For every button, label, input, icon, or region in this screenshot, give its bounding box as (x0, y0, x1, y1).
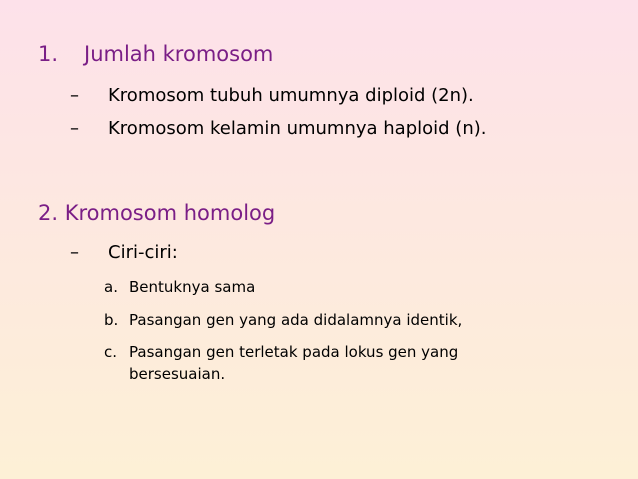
list-item-text: Kromosom kelamin umumnya haploid (n). (108, 118, 487, 139)
list-item-text: Ciri-ciri: (108, 242, 178, 263)
section-2-heading: 2. Kromosom homolog (38, 201, 276, 225)
sub-list-marker: c. (104, 343, 118, 361)
section-1-heading (38, 41, 273, 67)
sub-list-text: Bentuknya sama (129, 278, 256, 296)
sub-list-marker: b. (104, 311, 119, 329)
sub-list-marker: a. (104, 278, 118, 296)
sub-list-text: Pasangan gen terletak pada lokus gen yang bersesuaian. (129, 343, 459, 383)
sub-list-text: Pasangan gen yang ada didalamnya identik, (129, 311, 463, 329)
list-item-text: Kromosom tubuh umumnya diploid (2n). (108, 85, 474, 106)
dash-bullet: – (70, 242, 79, 263)
dash-bullet: – (70, 118, 79, 139)
section-1-title: Jumlah kromosom (84, 42, 274, 66)
dash-bullet: – (70, 85, 79, 106)
section-1-number: 1. (38, 42, 59, 66)
